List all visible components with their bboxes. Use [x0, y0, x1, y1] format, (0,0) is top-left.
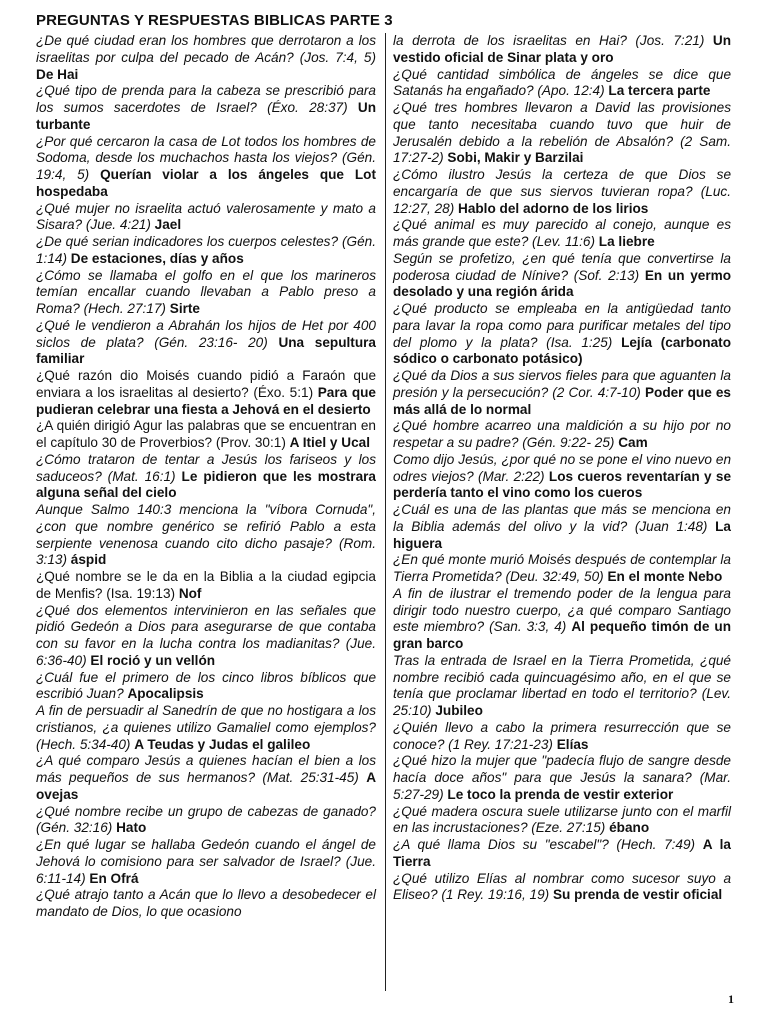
question-text: ¿Cuál es una de las plantas que más se menciona en la Biblia además del olivo y la vid? (Juan 1:48): [393, 502, 731, 534]
answer-text: Los cueros reventarían y se perdería tanto el vino como los cueros: [393, 468, 732, 501]
question-item: [393, 586, 731, 653]
question-item: [36, 569, 376, 603]
question-text: ¿Qué razón dio Moisés cuando pidió a Faraón que enviara a los israelitas al desierto? (Éxo. 5:1): [36, 368, 376, 400]
question-item: [393, 368, 731, 418]
answer-text: Sirte: [169, 301, 200, 316]
answer-text: Elías: [556, 736, 589, 752]
question-text: ¿Qué utilizo Elías al nombrar como sucesor suyo a Eliseo? (1 Rey. 19:16, 19): [393, 870, 731, 903]
question-text: ¿Qué da Dios a sus siervos fieles para que aguanten la presión y la persecución? (2 Cor. 4:7-10): [393, 368, 731, 400]
question-text: ¿Cuál fue el primero de los cinco libros bíblicos que escribió Juan?: [36, 669, 376, 702]
question-text: ¿Qué mujer no israelita actuó valerosamente y mato a Sisara? (Jue. 4:21): [36, 200, 376, 233]
question-text: ¿Qué cantidad simbólica de ángeles se dice que Satanás ha engañado? (Apo. 12:4): [393, 66, 731, 99]
question-text: ¿De qué serian indicadores los cuerpos celestes? (Gén. 1:14): [36, 234, 376, 266]
page-title: PREGUNTAS Y RESPUESTAS BIBLICAS PARTE 3: [36, 12, 393, 29]
question-item: [36, 83, 376, 133]
answer-text: La liebre: [598, 234, 655, 249]
question-item: [393, 871, 731, 905]
question-item: [36, 134, 376, 201]
question-text: ¿Por qué cercaron la casa de Lot todos los hombres de Sodoma, desde los muchachos hasta los viejos? (Gén. 19:4, 5): [36, 133, 376, 182]
answer-text: De estaciones, días y años: [70, 250, 244, 266]
answer-text: Le pidieron que les mostrara alguna señal del cielo: [36, 468, 376, 501]
question-text: A fin de ilustrar el tremendo poder de la lengua para dirigir todo nuestro cuerpo, ¿a qué comparo Santiago este miembro? (San. 3:3, 4): [393, 585, 731, 635]
answer-text: Hato: [116, 820, 147, 836]
answer-text: Un vestido oficial de Sinar plata y oro: [393, 33, 731, 65]
question-text: A fin de persuadir al Sanedrín de que no hostigara a los cristianos, ¿a quienes utilizo Gamaliel como ejemplos? (Hech. 5:34-40): [36, 703, 376, 752]
question-text: Tras la entrada de Israel en la Tierra Prometida, ¿qué nombre recibió cada quincuagésimo año, en el que se tenía que proclamar libertad en todo el territorio? (Lev. 25:10): [393, 652, 731, 718]
question-text: ¿De qué ciudad eran los hombres que derrotaron a los israelitas por culpa del pecado de Acán? (Jos. 7:4, 5): [36, 33, 376, 65]
answer-text: De Hai: [36, 66, 79, 82]
answer-text: Poder que es más allá de lo normal: [393, 384, 731, 417]
answer-text: Su prenda de vestir oficial: [552, 887, 723, 903]
column-divider: [385, 33, 386, 991]
answer-text: ébano: [609, 820, 650, 836]
answer-text: En Ofrá: [89, 870, 139, 886]
answer-text: Lejía (carbonato sódico o carbonato potásico): [393, 334, 731, 367]
answer-text: Cam: [618, 435, 648, 450]
question-text: ¿Qué tres hombres llevaron a David las provisiones que tanto necesitaba cuando tuvo que huir de Jerusalén debido a la rebelión de Absalón? (2 Sam. 17:27-2): [393, 100, 731, 166]
answer-text: Jubileo: [435, 703, 483, 718]
answer-text: áspid: [70, 552, 107, 568]
answer-text: A Teudas y Judas el galileo: [134, 736, 311, 752]
question-text: Como dijo Jesús, ¿por qué no se pone el vino nuevo en odres viejos? (Mar. 2:22): [393, 451, 731, 484]
question-item: [36, 603, 376, 670]
answer-text: Hablo del adorno de los lirios: [458, 200, 649, 216]
question-text: ¿Cómo trataron de tentar a Jesús los fariseos y los saduceos? (Mat. 16:1): [36, 451, 376, 484]
question-item: [393, 452, 731, 502]
answer-text: Apocalipsis: [127, 686, 204, 702]
question-text: ¿Qué nombre se le da en la Biblia a la ciudad egipcia de Menfis? (Isa. 19:13): [36, 569, 376, 601]
question-text: ¿Qué madera oscura suele utilizarse junto con el marfil en las incrustaciones? (Eze. 27:15): [393, 803, 731, 836]
answer-text: Un turbante: [36, 100, 377, 132]
answer-text: En un yermo desolado y una región árida: [393, 267, 731, 300]
question-item: [36, 201, 376, 235]
question-item: [393, 418, 731, 452]
question-item: [393, 217, 731, 251]
question-text: ¿Qué producto se empleaba en la antigüedad tanto para lavar la ropa como para purificar metales del tipo del plomo y la plata? (Isa. 1:25): [393, 301, 731, 350]
answer-text: La higuera: [393, 518, 731, 551]
question-text: ¿A quién dirigió Agur las palabras que se encuentran en el capítulo 30 de Proverbios? (Prov. 30:1): [36, 418, 376, 450]
question-text: ¿A qué llama Dios su "escabel"? (Hech. 7:49): [393, 837, 696, 852]
answer-text: En el monte Nebo: [607, 569, 723, 584]
question-text: la derrota de los israelitas en Hai? (Jos. 7:21): [393, 33, 705, 48]
answer-text: El roció y un vellón: [90, 652, 216, 668]
question-text: ¿Qué tipo de prenda para la cabeza se prescribió para los sumos sacerdotes de Israel? (Éxo. 28:37): [36, 83, 376, 115]
question-item: [393, 301, 731, 368]
answer-text: Una sepultura familiar: [36, 334, 376, 367]
page-number: 1: [728, 992, 734, 1006]
question-item: [36, 368, 376, 418]
question-text: ¿En qué lugar se hallaba Gedeón cuando el ángel de Jehová lo comisiono para ser salvador de Israel? (Jue. 6:11-14): [36, 837, 376, 886]
answer-text: Sobi, Makir y Barzilai: [447, 150, 584, 166]
question-item: [393, 653, 731, 720]
question-text: ¿Cómo se llamaba el golfo en el que los marineros temían encallar cuando llevaban a Pablo preso a Roma? (Hech. 27:17): [36, 267, 376, 316]
question-item: [36, 268, 376, 318]
answer-text: Al pequeño timón de un gran barco: [393, 619, 731, 651]
question-item: [36, 318, 376, 368]
question-item: [36, 753, 376, 803]
question-text: ¿Qué animal es muy parecido al conejo, aunque es más grande que este? (Lev. 11:6): [393, 217, 731, 249]
question-item: [393, 552, 731, 586]
question-text: ¿Qué dos elementos intervinieron en las señales que pidió Gedeón a Dios para asegurarse de que contaba con su favor en la lucha contra los madianitas? (Jue. 6:36-40): [36, 602, 376, 668]
question-item: [36, 452, 376, 502]
question-text: ¿Qué hizo la mujer que "padecía flujo de sangre desde hacía doce años" para que Jesús la sanara? (Mar. 5:27-29): [393, 753, 731, 802]
question-text: ¿En qué monte murió Moisés después de contemplar la Tierra Prometida? (Deu. 32:49, 50): [393, 552, 731, 584]
question-item: [36, 33, 376, 83]
question-item: [393, 804, 731, 838]
question-text: ¿Cómo ilustro Jesús la certeza de que Dios se encargaría de que sus siervos tuvieran ropa? (Luc. 12:27, 28): [393, 167, 731, 216]
answer-text: La tercera parte: [608, 83, 711, 99]
question-item: [393, 33, 731, 67]
question-text: ¿Quién llevo a cabo la primera resurrección que se conoce? (1 Rey. 17:21-23): [393, 719, 731, 752]
question-item: [36, 502, 376, 569]
answer-text: Jael: [154, 217, 182, 233]
question-text: ¿Qué le vendieron a Abrahán los hijos de Het por 400 siclos de plata? (Gén. 23:16- 20): [36, 317, 376, 350]
question-item: [393, 167, 731, 217]
question-text: ¿Qué atrajo tanto a Acán que lo llevo a desobedecer el mandato de Dios, lo que ocasiono: [36, 887, 376, 919]
question-item: [393, 502, 731, 552]
question-text: Aunque Salmo 140:3 menciona la "víbora Cornuda", ¿con que nombre genérico se refirió Pablo a esta serpiente venenosa cuando cito dicho pasaje? (Rom. 3:13): [36, 502, 376, 568]
answer-text: A Itiel y Ucal: [289, 435, 370, 450]
question-item: [393, 837, 731, 871]
left-column: [36, 33, 376, 921]
question-item: [393, 67, 731, 101]
question-item: [36, 703, 376, 753]
answer-text: Querían violar a los ángeles que Lot hospedaba: [36, 167, 376, 199]
question-item: [393, 100, 731, 167]
question-item: [393, 251, 731, 301]
question-text: ¿Qué nombre recibe un grupo de cabezas de ganado? (Gén. 32:16): [36, 803, 376, 836]
question-item: [36, 234, 376, 268]
question-item: [36, 887, 376, 921]
question-item: [393, 720, 731, 754]
question-item: [393, 753, 731, 803]
answer-text: Le toco la prenda de vestir exterior: [447, 786, 674, 802]
question-text: Según se profetizo, ¿en qué tenía que convertirse la poderosa ciudad de Nínive? (Sof. 2:13): [393, 250, 731, 283]
question-text: ¿A qué comparo Jesús a quienes hacían el bien a los más pequeños de sus hermanos? (Mat. 25:31-45): [36, 753, 376, 785]
answer-text: A ovejas: [36, 770, 377, 802]
question-item: [36, 418, 376, 452]
answer-text: Nof: [178, 585, 202, 601]
question-text: ¿Qué hombre acarreo una maldición a su hijo por no respetar a su padre? (Gén. 9:22- 25): [393, 418, 731, 450]
answer-text: Para que pudieran celebrar una fiesta a Jehová en el desierto: [36, 384, 376, 417]
answer-text: A la Tierra: [393, 837, 731, 869]
question-item: [36, 804, 376, 838]
question-item: [36, 670, 376, 704]
right-column: [393, 33, 731, 904]
question-item: [36, 837, 376, 887]
